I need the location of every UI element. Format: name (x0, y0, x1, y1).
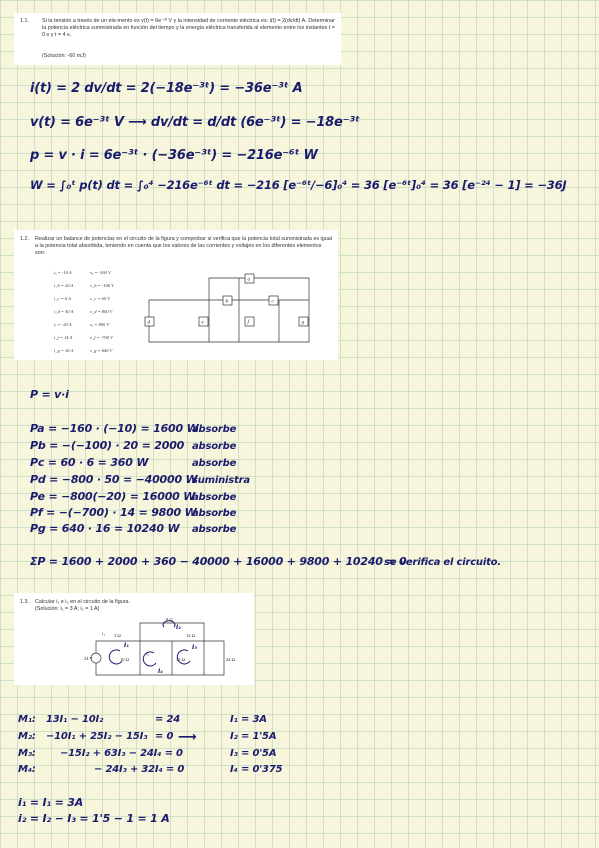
power-formula: P = v·i (30, 388, 69, 401)
table-cell: i_f = 14 A (54, 335, 73, 340)
mesh-rhs: = 24 (155, 714, 180, 725)
source-label: 24 V (84, 656, 93, 661)
problem-2-statement-box (14, 230, 338, 360)
table-cell: vₑ = 800 V (90, 322, 110, 327)
mesh-label: M₃: (18, 748, 36, 759)
final-i2: i₂ = I₂ − I₃ = 1'5 − 1 = 1 A (18, 812, 170, 825)
resistor-10: 10 Ω (120, 657, 129, 662)
table-cell: iₑ = -20 A (54, 322, 72, 327)
power-g: Pg = 640 · 16 = 10240 W (30, 522, 180, 535)
circuit-diagram-1-2 (139, 270, 324, 355)
mesh-equation: − 24I₃ + 32I₄ = 0 (94, 764, 185, 775)
resistor-8: 8 Ω (166, 617, 173, 622)
status-d: suministra (192, 475, 250, 486)
node-e-label: e (201, 320, 204, 326)
problem-1-statement-box (14, 13, 341, 65)
status-b: absorbe (192, 441, 237, 452)
resistor-15: 15 Ω (176, 657, 185, 662)
circuit-diagram-1-3 (84, 615, 244, 681)
power-equation: p = v · i = 6e⁻³ᵗ · (−36e⁻³ᵗ) = −216e⁻⁶ᵗ W (30, 148, 318, 163)
table-cell: iₐ = -10 A (54, 270, 72, 275)
mesh-label: M₂: (18, 731, 36, 742)
status-c: absorbe (192, 458, 237, 469)
node-c-label: c (271, 299, 274, 305)
table-cell: i_c = 6 A (54, 296, 71, 301)
loop-I2: I₂ (176, 624, 181, 631)
table-cell: vₐ = -160 V (90, 270, 111, 275)
table-cell: v_b = -100 V (90, 283, 114, 288)
current-i2-label: i₂ (146, 651, 149, 656)
mesh-label: M₄: (18, 764, 36, 775)
power-b: Pb = −(−100) · 20 = 2000 (30, 439, 185, 452)
status-a: absorbe (192, 424, 237, 435)
problem-2-number: 1.2. (20, 236, 29, 242)
table-cell: v_g = 640 V (90, 348, 113, 353)
table-cell: v_d = 800 V (90, 309, 113, 314)
power-a: Pa = −160 · (−10) = 1600 W (30, 422, 199, 435)
node-b-label: b (225, 299, 228, 305)
problem-1-text: Si la tensión a través de un ele-mento es v(t) = 6e⁻³ᵗ V y la intensidad de corriente eléctrica es: i(t) = 2(dv/dt) A. Determinar la potencia eléctrica suministrada en función del tiempo y la energía eléctrica transferida al elemento entre los instantes t = 0 s y t = 4 s. (42, 18, 335, 39)
mesh-label: M₁: (18, 714, 36, 725)
node-a-label: a (247, 277, 250, 283)
problem-2-text: Realizar un balance de potencias en el circuito de la figura y comprobar si verifica que la potencia total suministrada es igual a la potencia total absorbida, teniendo en cuenta que los valores de las corrientes y voltajes en los diferentes elementos son: (35, 236, 332, 257)
node-f-label: f (247, 320, 249, 326)
table-cell: i_d = 50 A (54, 309, 74, 314)
mesh-equation: 13I₁ − 10I₂ (46, 714, 104, 725)
status-e: absorbe (192, 492, 237, 503)
problem-3-number: 1.3. (20, 599, 29, 605)
problem-3-solution: (Solución: i₁ = 3 A; i₂ = 1 A) (35, 606, 100, 612)
power-sum: ΣP = 1600 + 2000 + 360 − 40000 + 16000 + 9800 + 10240 = 0 (30, 555, 407, 568)
node-g-label: g (301, 320, 304, 326)
result-I3: I₃ = 0'5A (230, 748, 277, 759)
result-I2: I₂ = 1'5A (230, 731, 277, 742)
current-equation: i(t) = 2 dv/dt = 2(−18e⁻³ᵗ) = −36e⁻³ᵗ A (30, 81, 303, 96)
power-f: Pf = −(−700) · 14 = 9800 W (30, 506, 197, 519)
mesh-equation: −15I₂ + 63I₃ − 24I₄ = 0 (60, 748, 183, 759)
voltage-derivative-equation: v(t) = 6e⁻³ᵗ V ⟶ dv/dt = d/dt (6e⁻³ᵗ) = −18e⁻³ᵗ (30, 115, 360, 130)
final-i1: i₁ = I₁ = 3A (18, 796, 84, 809)
loop-I1: I₁ (124, 642, 129, 649)
loop-I3: I₃ (192, 644, 197, 651)
table-cell: v_c = 60 V (90, 296, 110, 301)
arrow-icon: ⟶ (178, 730, 197, 745)
conclusion: se verifica el circuito. (384, 557, 501, 568)
problem-3-text: Calcular i₁ e i₂ en el circuito de la figura. (35, 599, 130, 605)
resistor-12: 12 Ω (186, 633, 195, 638)
result-I1: I₁ = 3A (230, 714, 267, 725)
power-e: Pe = −800(−20) = 16000 W (30, 490, 196, 503)
problem-1-number: 1.1. (20, 18, 29, 24)
problem-3-statement-box (14, 593, 254, 685)
result-I4: I₄ = 0'375 (230, 764, 283, 775)
status-g: absorbe (192, 524, 237, 535)
resistor-3: 3 Ω (114, 633, 121, 638)
status-f: absorbe (192, 508, 237, 519)
table-cell: i_g = 16 A (54, 348, 74, 353)
mesh-equation: −10I₁ + 25I₂ − 15I₃ (46, 731, 148, 742)
problem-1-solution: (Solución: -60 mJ) (42, 53, 86, 59)
resistor-24: 24 Ω (226, 657, 235, 662)
loop-I4: I₄ (158, 668, 163, 675)
table-cell: i_b = 20 A (54, 283, 74, 288)
power-d: Pd = −800 · 50 = −40000 W (30, 473, 198, 486)
node-d-label: d (147, 320, 150, 326)
current-i1-label: i₁ (102, 631, 105, 636)
energy-equation: W = ∫₀ᵗ p(t) dt = ∫₀⁴ −216e⁻⁶ᵗ dt = −216 [e⁻⁶ᵗ/−6]₀⁴ = 36 [e⁻⁶ᵗ]₀⁴ = 36 [e⁻²⁴ − 1] = −36J (30, 178, 567, 192)
table-cell: v_f = -700 V (90, 335, 113, 340)
power-c: Pc = 60 · 6 = 360 W (30, 456, 149, 469)
mesh-rhs: = 0 (155, 731, 174, 742)
